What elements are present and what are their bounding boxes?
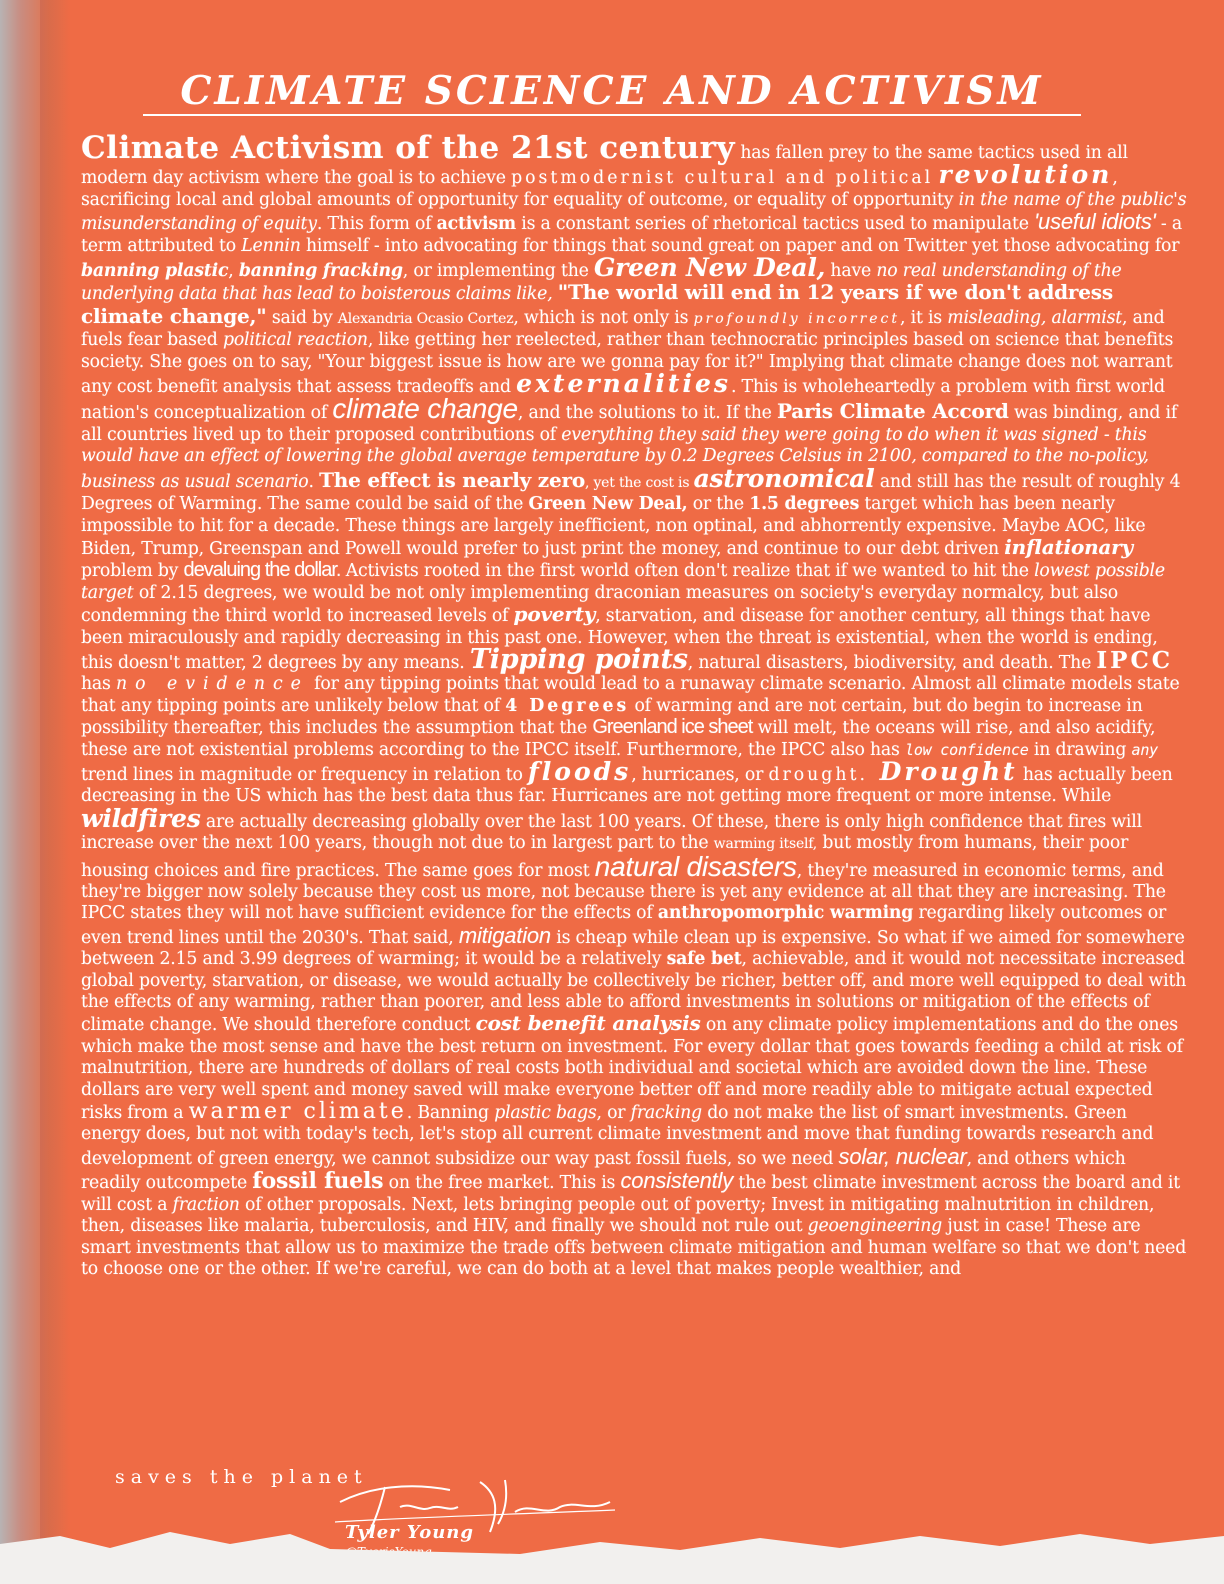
text-run: trend lines in magnitude or frequency in relation to (81, 764, 529, 785)
text-run: . Banning (406, 1103, 495, 1124)
text-run: , like getting her reelected, rather than technocratic principles based on science that benefits society. She goes on to say, "Your biggest issue is how are we gonna pay for it?" Implying that climate change does not warrant any cost benefit analysis that assess tradeoffs and (81, 330, 1174, 398)
text-run: but mostly from humans, their poor housing choices and fire practices. The same goes for most (81, 833, 1129, 881)
torn-paper-edge (0, 1514, 1224, 1584)
emphasis-text: fraction (172, 1194, 240, 1215)
text-run: of warming and are not certain, but do begin to increase in possibility thereafter, this includes the assumption that the (81, 695, 1143, 739)
text-run: is cheap while clean up is expensive. So what if we aimed for somewhere between 2.15 and 3.99 degrees of warming; it would be a relatively (81, 927, 1185, 970)
title-underline (143, 114, 1081, 116)
text-run: has (81, 674, 116, 695)
text-run: . This form of (316, 214, 437, 235)
emphasis-text: drought. (768, 764, 868, 785)
emphasis-text: cost benefit analysis (475, 1011, 701, 1036)
text-run: have (825, 261, 877, 282)
emphasis-text: astronomical (693, 463, 875, 493)
text-run: or the (687, 494, 750, 515)
text-run: , hurricanes, or (631, 764, 769, 785)
emphasis-text: lowest possible target (81, 561, 1165, 603)
emphasis-text: Green New Deal, (593, 253, 826, 283)
emphasis-text: externalities (516, 369, 731, 399)
text-run: , and the solutions to it. If the (517, 403, 777, 424)
text-run: , it is (900, 307, 948, 328)
emphasis-text: devaluing the dollar. (183, 559, 341, 582)
emphasis-text: banning plastic (81, 261, 229, 282)
text-run: has fallen prey to the same tactics used in all modern day activism where the goal is to achieve (81, 143, 1128, 189)
text-run: do not make the list of smart investments. Green energy does, but not with today's tech, let's stop all current climate investment and move that funding towards research and development of green energy, we cannot subsidize our way past fossil fuels, so we need (81, 1103, 1154, 1169)
emphasis-text: Alexandria Ocasio Cortez (337, 310, 514, 327)
emphasis-text: revolution (938, 160, 1113, 190)
text-run: , or (596, 1103, 631, 1124)
text-run: . This is wholeheartedly a problem with first world nation's conceptualization of (81, 377, 1165, 424)
text-run: , and fuels fear based (81, 307, 1165, 351)
emphasis-text: warming itself, (713, 836, 818, 853)
text-run: himself - into advocating for things that sound great on paper and on Twitter yet those advocating for (300, 235, 1180, 256)
lead-phrase: Climate Activism of the 21st century (81, 130, 736, 166)
paper-edge-shadow (40, 0, 70, 1584)
text-run: will melt, the oceans will rise, and also acidify, these are not existential problems according to the IPCC itself. Furthermore, the IPCC also has (81, 718, 1156, 760)
text-run: , (228, 261, 239, 282)
text-run: was binding, and if all countries lived up to their proposed contributions of (81, 403, 1178, 445)
emphasis-text: in the name of the public's misunderstanding of equity (81, 189, 1187, 235)
text-run: said by (266, 307, 338, 328)
emphasis-text: Drought (867, 756, 1018, 786)
closing-phrase: saves the planet (115, 1466, 368, 1488)
emphasis-text: low confidence (904, 740, 1029, 759)
text-run: of other proposals. Next, lets bringing people out of poverty; Invest in mitigating malnutrition in children, then, diseases like malaria, tuberculosis, and HIV, and finally we should not rule out (81, 1194, 1155, 1237)
text-run: regarding likely outcomes or even trend lines until the 2030's. That said, (81, 903, 1167, 948)
text-run: , they're measured in economic terms, and they're bigger now solely because they cost us more, not because there is yet any evidence at all that they are increasing. The IPCC states they will not have sufficient evidence for the effects of (81, 860, 1166, 924)
emphasis-text: no evidence (116, 674, 309, 695)
emphasis-text: political reaction (222, 330, 368, 351)
text-run: on the free market. This is (383, 1173, 621, 1194)
text-run: , sacrificing local and global amounts of opportunity for equality of outcome, or equality of opportunity (81, 168, 1118, 210)
emphasis-text: warmer climate (188, 1099, 407, 1125)
text-run: - a term attributed to (81, 214, 1182, 256)
text-run: is a constant series of rhetorical tactics used to manipulate (515, 214, 1035, 235)
emphasis-text: anthropomorphic warming (657, 903, 914, 924)
emphasis-text: fracking (630, 1103, 702, 1124)
emphasis-text: profoundly incorrect (693, 310, 901, 327)
emphasis-text: Green New Deal, (528, 494, 688, 515)
emphasis-text: geoengineering (807, 1216, 943, 1237)
emphasis-text: 1.5 degrees (749, 494, 860, 515)
text-run: of 2.15 degrees, we would be not only implementing draconian measures on society's everyday normalcy, but also condemning the third world to increased levels of (81, 582, 1118, 627)
emphasis-text: safe bet (666, 949, 742, 970)
text-run: , natural disasters, biodiversity, and death. The (687, 652, 1097, 673)
article-body (81, 130, 1189, 1280)
text-run: , or implementing the (402, 261, 594, 282)
emphasis-text: Tipping points (469, 643, 688, 675)
emphasis-text: inflationary (1004, 534, 1133, 559)
emphasis-text: 4 Degrees (505, 695, 630, 716)
text-run: the best climate investment across the board and it will cost a (81, 1173, 1180, 1215)
emphasis-text: Greenland ice sheet (592, 716, 753, 739)
emphasis-text: consistently (620, 1168, 734, 1194)
text-run: , which is not only is (513, 307, 694, 328)
emphasis-text: fossil fuels (252, 1168, 384, 1195)
text-run: , achievable, and it would not necessitate increased global poverty, starvation, or disease, we would actually be collectively be richer, better off, and more well equipped to deal with the effects of any warming, rather than poorer, and less able to afford investments in solutions or mitigation of the effects of climate change. We should therefore conduct (81, 949, 1187, 1036)
page-title: CLIMATE SCIENCE AND ACTIVISM (180, 68, 1044, 114)
text-run: on any climate policy implementations and do the ones which make the most sense and have the best return on investment. For every dollar that goes towards feeding a child at risk of malnutrition, there are hundreds of dollars of real costs both individual and societal which are avoided down the line. These dollars are very well spent and money saved will make everyone better off and more readily able to mitigate actual expected risks from a (81, 1015, 1183, 1124)
emphasis-text: misleading, alarmist (947, 307, 1123, 328)
text-run: target which has been nearly impossible to hit for a decade. These things are largely inefficient, non optinal, and abhorrently expensive. Maybe AOC, like Biden, Trump, Greenspan and Powell would prefer to just print the money, and continue to our debt driven (81, 494, 1146, 559)
text-run: has actually been decreasing in the US which has the best data thus far. Hurricanes are not getting more frequent or more intense. While (81, 764, 1173, 807)
emphasis-text: plastic bags (494, 1103, 597, 1124)
quote-text: "The world will end in 12 years if we don't address climate change," (81, 280, 1113, 328)
emphasis-text: no real understanding of the underlying data that has lead to boisterous claims like, (81, 261, 1122, 305)
emphasis-text: The effect is nearly zero (319, 467, 585, 492)
emphasis-text: floods (528, 756, 632, 786)
text-run: . (308, 471, 320, 492)
text-run: Activists rooted in the first world often don't realize that if we wanted to hit the (340, 561, 1035, 582)
emphasis-text: poverty (513, 602, 596, 627)
text-run: , and others which readily outcompete (81, 1148, 1126, 1194)
text-run: problem by (81, 561, 184, 582)
text-run: are actually decreasing globally over the last 100 years. Of these, there is only high confidence that fires will increase over the next 100 years, though not due to in largest part to the (81, 811, 1142, 854)
text-run: for any tipping points that would lead to a runaway climate scenario. Almost all climate models state that any tipping points are unlikely below that of (81, 674, 1180, 716)
emphasis-text: banning fracking (238, 261, 403, 282)
emphasis-text: 'useful idiots' (1034, 209, 1156, 235)
author-name: Tyler Young (345, 1522, 474, 1543)
emphasis-text: mitigation (458, 922, 551, 948)
emphasis-text: climate change (332, 393, 518, 425)
emphasis-text: IPCC (1096, 646, 1174, 674)
text-run: , starvation, and disease for another century, all things that have been miraculously and rapidly decreasing in this past one. However, when the threat is existential, when the world is ending, this doesn't matter, 2 degrees by any means. (81, 606, 1158, 673)
emphasis-text: Lennin (241, 235, 301, 256)
emphasis-text: any (1131, 740, 1158, 759)
emphasis-text: everything they said they were going to do when it was signed - this would have an effect of lowering the global average temperature by 0.2 Degrees Celsius in 2100, compared to the no-policy, business as usual scenario (81, 424, 1149, 492)
emphasis-text: activism (436, 214, 516, 235)
emphasis-text: wildfires (81, 803, 201, 833)
text-run: and still has the result of roughly 4 Degrees of Warming. The same could be said of the (81, 471, 1181, 515)
emphasis-text: postmodernist cultural and political (511, 168, 934, 189)
text-run: just in case! These are smart investments that allow us to maximize the trade offs between climate mitigation and human welfare so that we don't need to choose one or the other. If we're careful, we can do both at a level that makes people wealthier, and (81, 1216, 1187, 1279)
torn-paper-shape (0, 1532, 1224, 1584)
emphasis-text: natural disasters (594, 850, 797, 882)
emphasis-text: Paris Climate Accord (776, 399, 1009, 424)
emphasis-text: solar, nuclear (838, 1143, 967, 1169)
text-run: , yet the cost is (584, 474, 694, 491)
text-run: in drawing (1028, 739, 1132, 760)
